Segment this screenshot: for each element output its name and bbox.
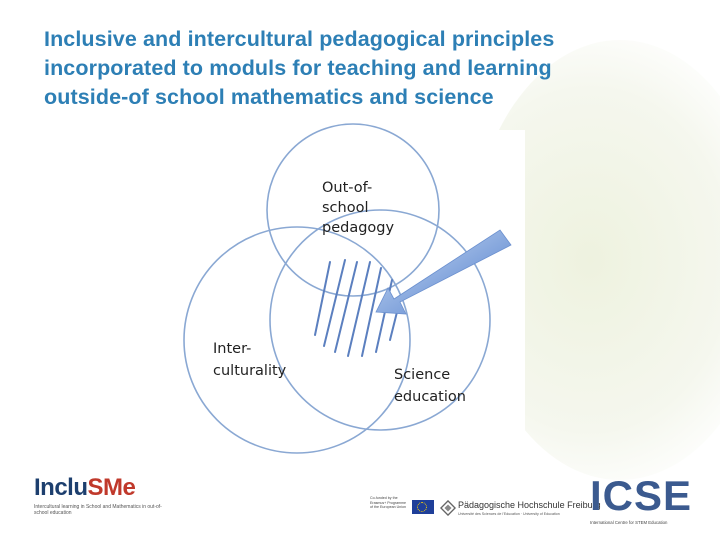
icse-subtitle: International Centre for STEM Education: [590, 520, 668, 525]
eu-funding-text: Co-funded by the Erasmus+ Programme of the European Union: [370, 496, 407, 510]
label-interculturality-line-1: Inter-: [213, 341, 252, 357]
inclusme-name-accent: SMe: [87, 474, 136, 501]
inclusme-tagline: Intercultural learning in School and Mathematics in out-of-school education: [34, 504, 162, 516]
ph-diamond-icon: [440, 500, 456, 516]
inclusme-logo: [34, 474, 164, 524]
hatch-line: [315, 262, 330, 335]
hatch-line: [335, 262, 357, 352]
circle-interculturality: [184, 227, 410, 453]
eu-flag-icon: [412, 500, 434, 514]
inclusme-wordmark: [34, 474, 135, 502]
label-out-of-school-line-3: pedagogy: [322, 220, 395, 236]
icse-wordmark: ICSE: [590, 472, 693, 519]
inclusme-name-prefix: Inclu: [34, 474, 88, 501]
hatch-line: [348, 262, 370, 356]
label-science-education-line-2: education: [394, 389, 466, 405]
label-science-education-line-1: Science: [394, 367, 451, 383]
title-line-3: outside-of school mathematics and science: [44, 85, 494, 109]
label-out-of-school-line-1: Out-of-: [322, 180, 373, 196]
arrow-pointer: [376, 230, 511, 314]
footer-logos: [0, 470, 720, 540]
icse-logo: [588, 474, 720, 534]
eu-funding-logo: [370, 496, 434, 518]
label-interculturality-line-2: culturality: [213, 363, 287, 379]
ph-freiburg-name: Pädagogische Hochschule Freiburg: [458, 500, 601, 510]
ph-freiburg-logo: [440, 500, 601, 524]
ph-freiburg-subtitle: Université des Sciences de l'Education · University of Education: [458, 512, 560, 516]
title-line-1: Inclusive and intercultural pedagogical principles: [44, 27, 555, 51]
title-line-2: incorporated to moduls for teaching and learning: [44, 56, 552, 80]
label-out-of-school-line-2: school: [322, 200, 369, 216]
